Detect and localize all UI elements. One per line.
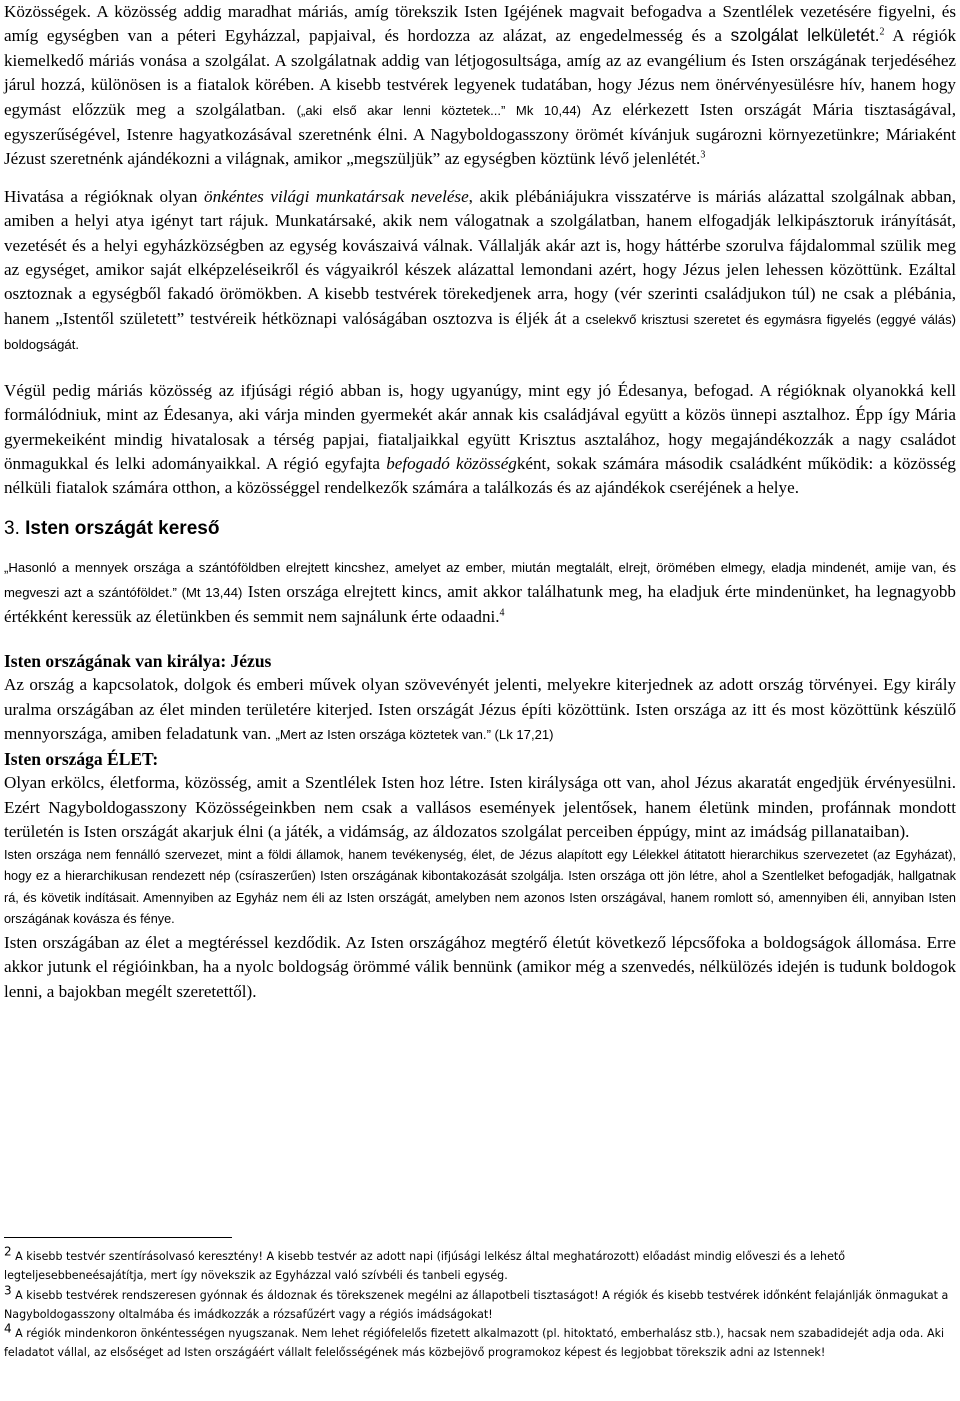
text-run: Az elérkezett Isten országát Mária tisztaságával, egyszerűségével, Istenre hagyatkozásával szeretnénk élni.: [4, 99, 956, 145]
paragraph-communities: [4, 0, 956, 172]
emphasis: önkéntes világi munkatársak nevelése: [204, 186, 469, 206]
footnote-number: 3: [4, 1282, 12, 1297]
footnote-ref-2: 2: [879, 26, 885, 38]
text-run: A kisebb testvérek legyenek tudatában, hogy Jézus nem önérvényesülésre hív, hanem hogy egymást előzzük meg a szolgálatban.: [4, 75, 956, 119]
section-heading: [4, 517, 956, 541]
text-run: cselekvő krisztusi szeretet és egymásra figyelés (eggyé válás) boldogságát.: [4, 311, 956, 353]
footnote-ref-3: 3: [700, 149, 706, 161]
footnote-2: [4, 1244, 956, 1286]
paragraph-vocation: [4, 185, 956, 358]
paragraph-treasure: [4, 555, 956, 629]
footnotes: [4, 1244, 956, 1363]
text-run: Az ország a kapcsolatok, dolgok és emberi művek olyan szövevényét jelenti, melyekre kiterjednek az adott ország törvényei. Egy király uralma országában az élet minden területére kiterjed. Isten országát Jézus építi közöttünk. Isten országa az itt és most közöttünk készülő mennyországa, amiben feladatunk van.: [4, 675, 956, 743]
paragraph-small-print: Isten országa nem fennálló szervezet, mint a földi államok, hanem tevékenység, élet, de Jézus alapított egy Lélekkel átitatott hierarchikus szervezetet (az Egyházat), hogy ez a hierarchikusan rendezett nép (csíraszerűen) Isten országának kibontakozását szolgálja. Isten országa ott jön létre, ahol a Szentlelket befogadják, hallgatnak rá, és követik indításait. Amennyiben az Egyház nem éli az Isten országát, amelyben nem azonos Isten országával, hanem romlott só, amennyiben éli, annyiban Isten országának kovásza és fénye.: [4, 847, 956, 927]
text-run: Közösségek. A közösség addig maradhat máriás, amíg törekszik Isten Igéjének magvait befogadva a Szentlélek vezetésére figyelni, és amíg egységben van a péteri Egyházzal, papjaival, és hordozza az alázat, az engedelmesség és a: [4, 2, 956, 46]
footnote-separator: [4, 1237, 232, 1238]
subheading-life: Isten országa ÉLET:: [4, 749, 159, 770]
text-run: Hivatása a régióknak olyan: [4, 186, 198, 206]
paragraph-country: [4, 673, 956, 747]
text-run: ként, sokak számára második családként működik: a közösség nélküli fiatalok számára otthon, a közösséggel rendelkezők számára a találkozás és az ajándékok cseréjének a helye.: [4, 453, 956, 498]
footnote-text: A kisebb testvér szentírásolvasó keresztény! A kisebb testvér az adott napi (ifjúsági lelkész által meghatározott) előadást mindig előveszi és a lehető legteljesebbeneésajátítja, mert így növekszik az Egyházzal való szívbéli és tanbeli egység.: [4, 1250, 846, 1283]
section-title: Isten országát kereső: [25, 517, 220, 539]
footnote-text: A kisebb testvérek rendszeresen gyónnak és áldoznak és törekszenek megélni az állapotbeli tisztaságot! A régiók és kisebb testvérek időnként felajánlják önmagukat a Nagyboldogasszony oltalmába és imádkozzák a rózsafűzért vagy a régiós imádságokat!: [4, 1288, 949, 1321]
scripture-quote: („aki első akar lenni köztetek...” Mk 10,44): [296, 102, 582, 118]
emphasis: befogadó közösség: [386, 453, 517, 473]
footnote-text: A régiók mindenkoron önkéntességen nyugszanak. Nem lehet régiófelelős fizetett alkalmazott (pl. hitoktató, emberhalász stb.), hacsak nem szabadidejét adja oda. Aki feladatot vállal, az elsőséget ad Isten országáért vállalt felelősségének más közbejövő programokoz képest és legjobbat törekszik adni az Istennek!: [4, 1327, 945, 1360]
text-run: A Nagyboldogasszony örömét kívánjuk sugározni környezetünkre; Máriaként Jézust szeretnénk ajándékozni a világnak, amikor „megszüljük” az egységben köztünk lévő jelenlétét.: [4, 125, 956, 169]
footnote-ref-4: 4: [499, 607, 505, 619]
scripture-quote: „Hasonló a mennyek országa a szántóföldben elrejtett kincshez, amelyet az ember, miután megtalált, elrejt, örömében elmegy, eladja mindenét, amije van, és megveszi azt a szántóföldet.” (Mt 13,44): [4, 559, 956, 600]
paragraph-life: Olyan erkölcs, életforma, közösség, amit a Szentlélek Isten hoz létre. Isten királysága ott van, ahol Jézus akaratát engedjük érvényesülni. Ezért Nagyboldogasszony Közösségeinkben nem csak a vallásos események jelentősek, hanem életünk minden, profánnak mondott területén is Isten országát akarjuk élni (a játék, a vidámság, az áldozatos szolgálat perceiben éppúgy, mint az imádság pillanataiban).: [4, 773, 956, 842]
footnote-number: 2: [4, 1244, 12, 1259]
section-number: 3.: [4, 517, 20, 539]
text-run: Végül pedig máriás közösség az ifjúsági régió abban is, hogy ugyanúgy, mint egy jó Édesanya, befogad. A régióknak olyanokká kell formálódniuk, mint az Édesanya, aki várja minden gyermekét akár annak kis családjával együtt a közös ünnepi asztalhoz. Épp így Mária gyermekeiként mindig hivatalosak a térség papjai, fiataljaikkal együtt Krisztus asztalához, hogy megajándékozzák a nagy családot önmagukkal és lelki adományaikkal. A régió egyfajta: [4, 380, 956, 473]
text-run: A régiók kiemelkedő máriás vonása a szolgálat.: [4, 26, 956, 70]
document-page: [4, 0, 956, 1004]
footnote-3: [4, 1282, 956, 1325]
footnote-4: [4, 1321, 956, 1363]
paragraph-conversion: Isten országában az élet a megtéréssel kezdődik. Az Isten országához megtérő életút következő lépcsőfoka a boldogságok állomása. Erre akkor jutunk el régióinkban, ha a nyolc boldogság örömmé válik bennünk (amikor még a szenvedés, nélkülözés idején is tudunk boldogok lenni, a bajokban megélt szeretettől).: [4, 932, 956, 1001]
footnote-number: 4: [4, 1321, 12, 1336]
text-run: Isten országa elrejtett kincs, amit akkor találhatunk meg, ha eladjuk érte mindenünket, ha legnagyobb értékként keressük az életünkben és semmit nem sajnálunk érte odaadni.: [4, 581, 956, 626]
text-run: , akik plébániájukra visszatérve is máriás alázattal szolgálnak abban, amiben a helyi atya igényt tart rájuk. Munkatársaké, akik nem válogatnak a szolgálatban, hanem elfogadják lelkipásztoruk irányítását, vezetését és a helyi egyházközségben az egység kovászaivá válnak. Vállalják akár azt is, hogy háttérbe szorulva fájdalommal szülik meg az egységet, amikor saját elképzeléseikről és vágyaikról készek alázattal lemondani azért, hogy Jézus jelen lehessen közöttünk. Ezáltal osztoznak a egységből fakadó örömökben. A kisebb testvérek törekedjenek arra, hogy (vér szerinti családjukon túl) ne csak a plébánia, hanem „Istentől született” testvéreik hétköznapi valóságában osztozva is éljék át a: [4, 186, 956, 328]
paragraph-welcoming: [4, 379, 956, 501]
text-run: A szolgálatnak addig van létjogosultsága, amíg az az evangélium és Isten országának terjedéséhez járul hozzá, különösen is a fiatalok körében.: [4, 50, 957, 95]
scripture-quote: „Mert az Isten országa köztetek van.” (Lk 17,21): [275, 726, 554, 742]
text-run: szolgálat lelkületét.: [730, 26, 880, 46]
subheading-king: Isten országának van királya: Jézus: [4, 651, 272, 672]
